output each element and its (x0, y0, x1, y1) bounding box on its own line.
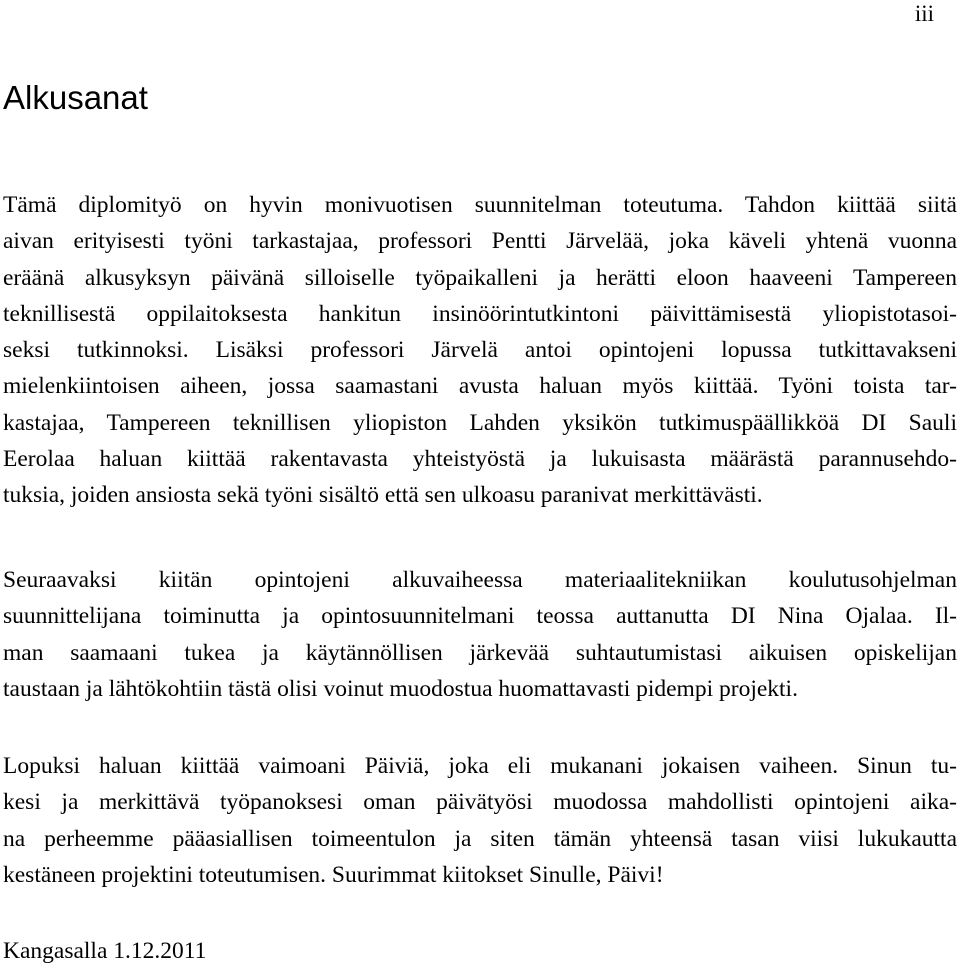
paragraph-line: seksi tutkinnoksi. Lisäksi professori Järvelä antoi opintojeni lopussa tutkittavakseni (3, 337, 957, 364)
paragraph-line: mielenkiintoisen aiheen, jossa saamastani avusta haluan myös kiittää. Työni toista tar- (3, 373, 957, 400)
paragraph-line: taustaan ja lähtökohtiin tästä olisi voinut muodostua huomattavasti pidempi projekti. (3, 675, 798, 702)
page-title: Alkusanat (3, 79, 148, 116)
paragraph-line: kesi ja merkittävä työpanoksesi oman päivätyösi muodossa mahdollisti opintojeni aika- (3, 789, 957, 816)
paragraph-line: teknillisestä oppilaitoksesta hankitun insinöörintutkintoni päivittämisestä yliopistotasoi- (3, 300, 957, 327)
paragraph-line: kastajaa, Tampereen teknillisen yliopiston Lahden yksikön tutkimuspäällikköä DI Sauli (3, 409, 957, 436)
paragraph-line: aivan erityisesti työni tarkastajaa, professori Pentti Järvelää, joka käveli yhtenä vuonna (3, 228, 957, 255)
paragraph-line: eräänä alkusyksyn päivänä silloiselle työpaikalleni ja herätti eloon haaveeni Tampereen (3, 264, 957, 291)
page-number: iii (914, 1, 934, 26)
paragraph-line: kestäneen projektini toteutumisen. Suurimmat kiitokset Sinulle, Päivi! (3, 861, 664, 888)
paragraph-line: suunnittelijana toiminutta ja opintosuunnitelmani teossa auttanutta DI Nina Ojalaa. Il- (3, 603, 957, 630)
place-and-date: Kangasalla 1.12.2011 (3, 938, 207, 964)
paragraph-line: Lopuksi haluan kiittää vaimoani Päiviä, joka eli mukanani jokaisen vaiheen. Sinun tu- (3, 753, 957, 779)
paragraph-line: man saamaani tukea ja käytännöllisen järkevää suhtautumistasi aikuisen opiskelijan (3, 639, 957, 666)
paragraph-2 (3, 562, 957, 707)
paragraph-1 (3, 187, 957, 514)
paragraph-line: Seuraavaksi kiitän opintojeni alkuvaiheessa materiaalitekniikan koulutusohjelman (3, 567, 957, 593)
paragraph-3 (3, 748, 957, 893)
paragraph-line: Eerolaa haluan kiittää rakentavasta yhteistyöstä ja lukuisasta määrästä parannusehdo- (3, 446, 957, 473)
paragraph-line: Tämä diplomityö on hyvin monivuotisen suunnitelman toteutuma. Tahdon kiittää siitä (3, 192, 957, 218)
paragraph-line: na perheemme pääasiallisen toimeentulon ja siten tämän yhteensä tasan viisi lukukautta (3, 825, 957, 852)
paragraph-line: tuksia, joiden ansiosta sekä työni sisältö että sen ulkoasu paranivat merkittävästi. (3, 482, 763, 509)
